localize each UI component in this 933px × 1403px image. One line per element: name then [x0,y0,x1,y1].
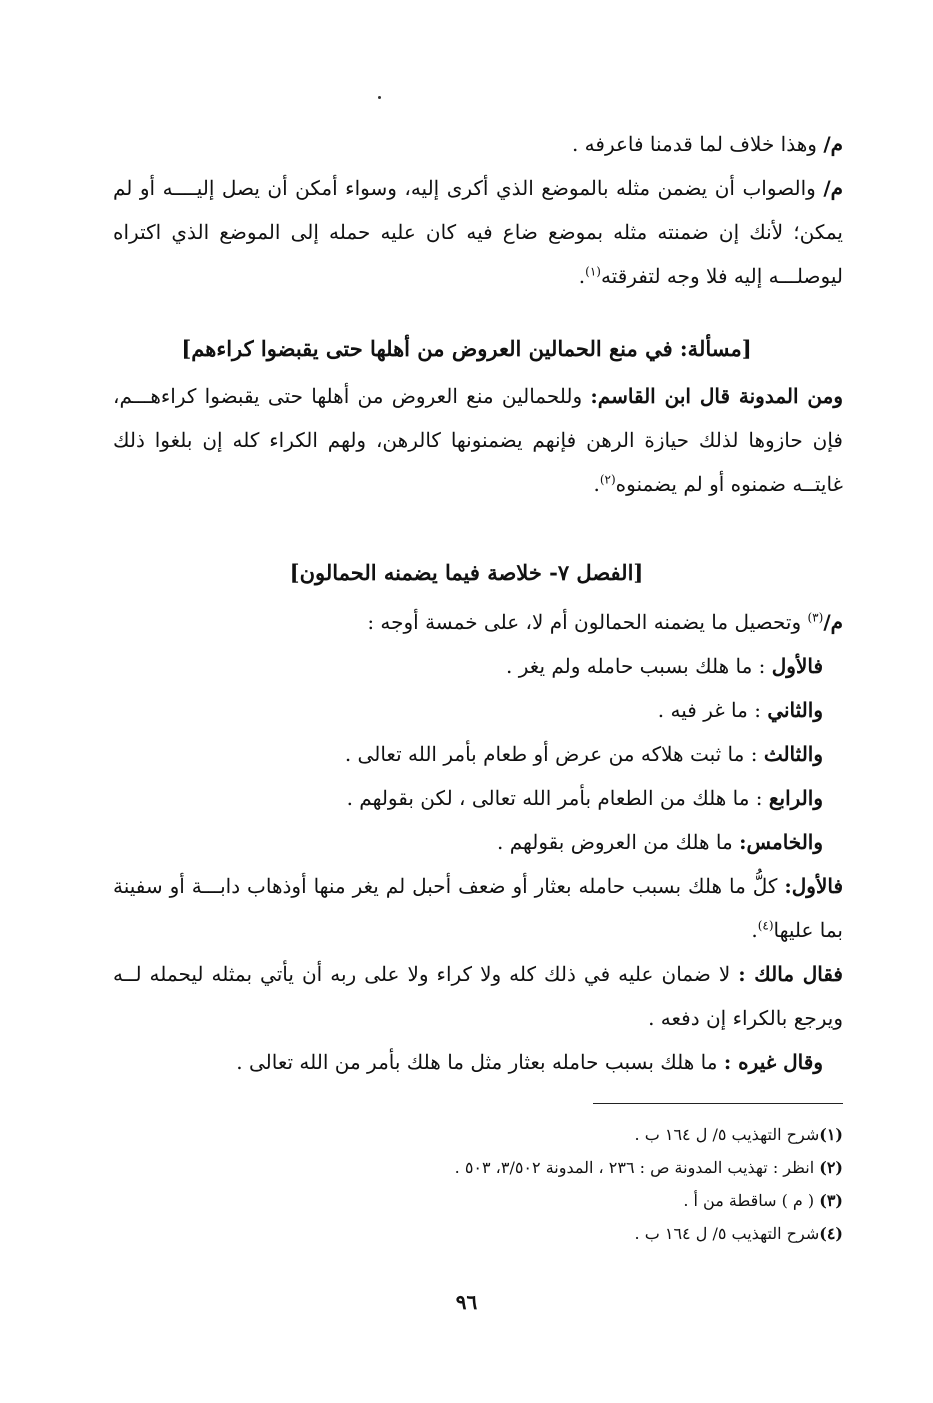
manuscript-marker: م/ [823,132,843,156]
list-item [113,688,823,732]
list-item [113,732,823,776]
paragraph-label: فالأول: [784,874,844,898]
paragraph-text: لا ضمان عليه في ذلك كله ولا كراء ولا على ربه أن يأتي بمثله ليحمله لــه ويرجع بالكراء إن دفعه . [113,962,843,1030]
source-lead: ومن المدونة قال ابن القاسم: [590,384,844,408]
footnote-text: انظر : تهذيب المدونة ص : ٢٣٦ ، المدونة ٣/٥٠٢، ٥٠٣ . [454,1158,815,1177]
section-mudawwana [113,374,843,506]
list-item [113,776,823,820]
paragraph-text: كلُّ ما هلك بسبب حامله بعثار أو ضعف أحبل لم يغر منها أوذهاب دابـــة أو سفينة بما عليها [113,874,843,942]
list-item-text: : ما هلك من الطعام بأمر الله تعالى ، لكن بقولهم . [346,786,763,810]
section-intro [113,122,843,298]
manuscript-marker: م/ [823,176,843,200]
paragraph-text: ما هلك بسبب حامله بعثار مثل ما هلك بأمر من الله تعالى . [236,1050,718,1074]
footnote-number: (٤) [819,1224,843,1243]
manuscript-marker: م/ [823,610,843,634]
list-item-label: والثالث [763,742,823,766]
paragraph-label: وقال غيره : [723,1050,823,1074]
summary-intro [113,600,843,644]
scan-speck [378,96,381,99]
paragraph-text: وللحمالين منع العروض من أهلها حتى يقبضوا كراءهـــم، فإن حازوها لذلك حيازة الرهن فإنهم يضمنونها كالرهن، ولهم الكراء كله إن بلغوا ذلك غايتــه ضمنوه أو لم يضمنوه [113,384,843,496]
paragraph-3 [113,374,843,506]
footnote-number: (٣) [819,1191,843,1210]
footnote-text: شرح التهذيب ٥/ ل ١٦٤ ب . [634,1224,820,1243]
list-item [113,820,823,864]
list-item-label: فالأول [771,654,823,678]
footnote-ref: (٣) [807,610,824,625]
list-item-label: والثاني [767,698,823,722]
page-number: ٩٦ [455,1290,478,1314]
footnote-ref: (٢) [599,472,616,487]
paragraph-end: . [578,264,586,288]
list-item-label: والخامس: [739,830,823,854]
list-item [113,644,823,688]
footnote [113,1217,843,1250]
footnote [113,1151,843,1184]
paragraph-end: . [751,918,758,942]
paragraph-end: . [593,472,600,496]
footnote-ref: (٤) [757,918,774,933]
malik-paragraph [113,952,843,1040]
list-item-text: : ما غر فيه . [657,698,761,722]
footnotes [113,1118,843,1250]
paragraph-text: وهذا خلاف لما قدمنا فاعرفه . [571,132,817,156]
paragraph-2 [113,166,843,298]
list-item-text: ما هلك من العروض بقولهم . [497,830,733,854]
list-item-text: : ما ثبت هلاكه من عرض أو طعام بأمر الله تعالى . [344,742,758,766]
footnote-text: ( م ) ساقطة من أ . [683,1191,815,1210]
footnote [113,1184,843,1217]
chapter-heading: [الفصل ٧- خلاصة فيما يضمنه الحمالون] [289,560,644,585]
footnote-number: (٢) [819,1158,843,1177]
list-item-label: والرابع [768,786,823,810]
footnote [113,1118,843,1151]
paragraph-label: فقال مالك : [738,962,843,986]
footnote-number: (١) [819,1125,843,1144]
footnote-ref: (١) [585,264,601,279]
list-item-text: : ما هلك بسبب حامله ولم يغر . [506,654,766,678]
paragraph-1 [113,122,843,166]
footnote-text: شرح التهذيب ٥/ ل ١٦٤ ب . [634,1125,820,1144]
footnote-divider [593,1103,843,1104]
section-heading: [مسألة: في منع الحمالين العروض من أهلها حتى يقبضوا كراءهم] [181,336,752,361]
paragraph-text: والصواب أن يضمن مثله بالموضع الذي أكرى إليه، وسواء أمكن أن يصل إليــــه أو لم يمكن؛ لأنك إن ضمنته مثله بموضع ضاع فيه كان عليه حمله إلى الموضع الذي اكتراه ليوصلـــه إليه فلا وجه لتفرقته [113,176,843,288]
paragraph-text: وتحصيل ما يضمنه الحمالون أم لا، على خمسة أوجه : [367,610,802,634]
section-summary [113,600,843,1084]
other-opinion-paragraph [113,1040,823,1084]
first-case-paragraph [113,864,843,952]
